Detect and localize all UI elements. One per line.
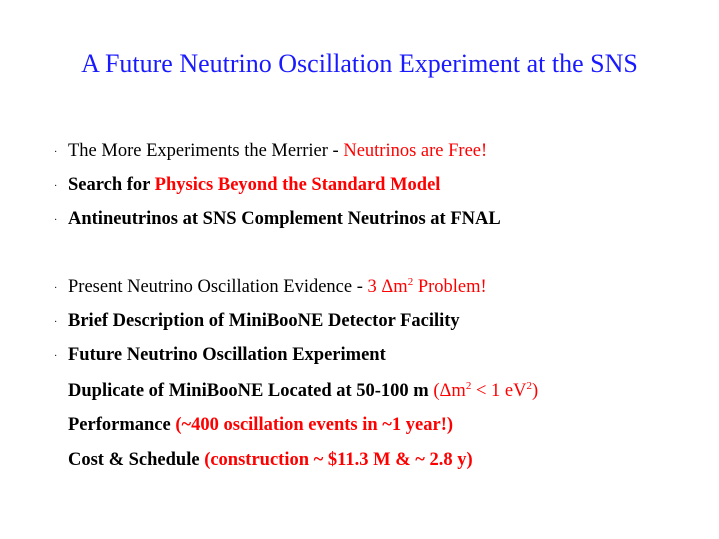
superscript: 2 xyxy=(407,276,414,288)
bullet-text: Search for xyxy=(68,175,155,195)
bullet-item-evidence xyxy=(68,274,487,300)
bullet-accent: Physics Beyond the Standard Model xyxy=(154,175,441,195)
slide-title: A Future Neutrino Oscillation Experiment at the SNS xyxy=(81,49,638,78)
paren-close: ) xyxy=(531,381,539,401)
superscript: 2 xyxy=(465,380,472,392)
sub-item-text: Duplicate of MiniBooNE Located at 50-100 m xyxy=(68,381,434,401)
bullet-accent: Neutrinos are Free! xyxy=(343,141,488,161)
sub-item-text: Performance xyxy=(68,415,176,435)
sub-item-cost xyxy=(68,447,473,473)
superscript: 2 xyxy=(526,380,532,392)
sub-item-text: Cost & Schedule xyxy=(68,450,205,470)
bullet-item-merrier xyxy=(68,138,487,164)
bullet-icon: · xyxy=(54,283,58,294)
bullet-accent: 3 Δm xyxy=(367,277,408,297)
bullet-item-search xyxy=(68,172,440,198)
bullet-icon: · xyxy=(54,317,58,328)
delta-m-symbol: Δm xyxy=(439,381,466,401)
bullet-item-antineutrinos: Antineutrinos at SNS Complement Neutrinos at FNAL xyxy=(68,209,501,229)
sub-item-accent: < 1 eV xyxy=(471,381,527,401)
bullet-text: Present Neutrino Oscillation Evidence - xyxy=(68,277,368,297)
bullet-item-future: Future Neutrino Oscillation Experiment xyxy=(68,345,386,365)
sub-item-accent: (~400 oscillation events in ~1 year!) xyxy=(175,415,454,435)
sub-item-duplicate xyxy=(68,378,538,404)
bullet-item-description: Brief Description of MiniBooNE Detector Facility xyxy=(68,311,460,331)
bullet-icon: · xyxy=(54,147,58,158)
sub-item-accent: (construction ~ $11.3 M & ~ 2.8 y) xyxy=(204,450,473,470)
paren-open: ( xyxy=(433,381,440,401)
bullet-icon: · xyxy=(54,181,58,192)
bullet-accent: Problem! xyxy=(413,277,487,297)
bullet-text: The More Experiments the Merrier - xyxy=(68,141,344,161)
bullet-icon: · xyxy=(54,215,58,226)
sub-item-performance xyxy=(68,412,453,438)
bullet-icon: · xyxy=(54,351,58,362)
